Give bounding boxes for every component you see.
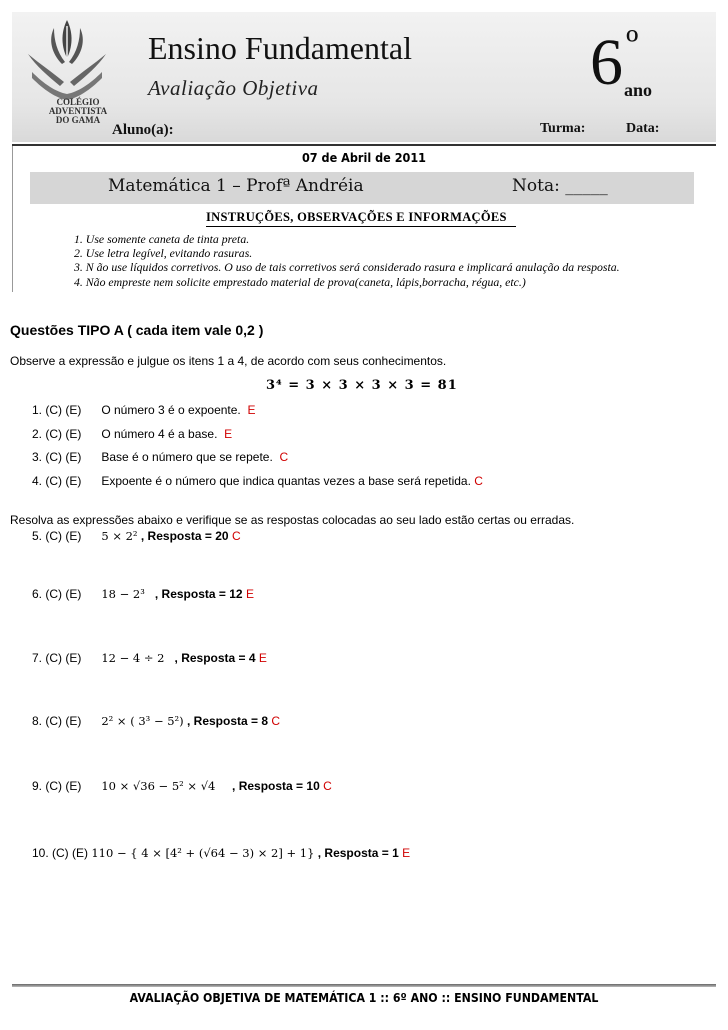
instruction-item: 4. Não empreste nem solicite emprestado material de prova(caneta, lápis,borracha, régua, etc.) [74, 274, 526, 289]
formula: 3⁴ = 3 × 3 × 3 × 3 = 81 [266, 378, 458, 393]
answer-mark: C [231, 529, 241, 543]
class-label: Turma: [540, 121, 586, 136]
header-title: Ensino Fundamental [148, 30, 412, 66]
exam-date: 07 de Abril de 2011 [301, 150, 427, 165]
instructions-list [74, 232, 620, 289]
question-text: O número 4 é a base. [101, 427, 218, 441]
answer-mark: C [271, 714, 281, 728]
question-item [32, 846, 410, 860]
question-item [32, 529, 241, 543]
proposed-answer: , Resposta = 4 [174, 651, 256, 665]
question-number: 1. (C) (E) [32, 403, 82, 417]
instructions-title: INSTRUÇÕES, OBSERVAÇÕES E INFORMAÇÕES [206, 210, 507, 224]
section-a-title: Questões TIPO A ( cada item vale 0,2 ) [10, 322, 264, 338]
footer-divider [12, 984, 716, 987]
instruction-item: 3. N ão use líquidos corretivos. O uso de tais corretivos será considerado rasura e implicará anulação da resposta. [74, 260, 620, 275]
proposed-answer: , Resposta = 10 [232, 779, 320, 793]
instruction-item: 1. Use somente caneta de tinta preta. [74, 232, 250, 246]
question-item [32, 651, 267, 665]
answer-mark: E [224, 427, 233, 441]
question-number: 5. (C) (E) [32, 529, 82, 543]
question-item [32, 474, 483, 488]
question-number: 9. (C) (E) [32, 779, 82, 793]
answer-mark: E [258, 651, 267, 665]
answer-mark: E [247, 403, 256, 417]
grade-unit: ano [624, 80, 653, 100]
expression: 12 − 4 ÷ 2 [101, 651, 165, 665]
subject-title: Matemática 1 – Profª Andréia [108, 176, 364, 196]
answer-mark: E [402, 846, 411, 860]
proposed-answer: , Resposta = 8 [187, 714, 269, 728]
grade-symbol: º [626, 21, 639, 66]
question-item [32, 587, 254, 601]
header-subtitle: Avaliação Objetiva [148, 76, 319, 100]
answer-mark: E [245, 587, 254, 601]
expression: 2² × ( 3³ − 5²) [101, 714, 184, 728]
expression: 18 − 2³ [101, 587, 145, 601]
question-number: 6. (C) (E) [32, 587, 82, 601]
answer-mark: C [323, 779, 332, 793]
question-item [32, 427, 232, 441]
section-b-intro: Resolva as expressões abaixo e verifique se as respostas colocadas ao seu lado estão certas ou erradas. [10, 513, 575, 527]
question-text: Expoente é o número que indica quantas vezes a base será repetida. [101, 474, 471, 488]
question-text: O número 3 é o expoente. [101, 403, 241, 417]
answer-mark: C [279, 450, 289, 464]
grade-field: Nota: _____ [512, 176, 608, 196]
expression: 5 × 2² [101, 529, 138, 543]
header-divider [12, 144, 716, 146]
grade-number: 6 [590, 26, 623, 99]
question-item [32, 714, 280, 728]
expression: 10 × √36 − 5² × √4 [101, 779, 216, 793]
question-text: Base é o número que se repete. [101, 450, 273, 464]
school-name: COLÉGIO ADVENTISTA DO GAMA [48, 97, 108, 125]
section-a-intro: Observe a expressão e julgue os itens 1 a 4, de acordo com seus conhecimentos. [10, 354, 447, 368]
proposed-answer: , Resposta = 12 [154, 587, 243, 601]
question-number: 3. (C) (E) [32, 450, 82, 464]
question-number: 10. (C) (E) [32, 846, 89, 860]
proposed-answer: , Resposta = 1 [317, 846, 399, 860]
question-item [32, 450, 288, 464]
question-number: 7. (C) (E) [32, 651, 82, 665]
instruction-item: 2. Use letra legível, evitando rasuras. [74, 246, 253, 261]
question-item [32, 403, 255, 417]
expression: 110 − { 4 × [4² + (√64 − 3) × 2] + 1} [91, 846, 315, 860]
question-item [32, 779, 332, 793]
instructions-underline [206, 226, 516, 227]
left-border [12, 146, 13, 292]
student-label: Aluno(a): [112, 122, 174, 138]
question-number: 2. (C) (E) [32, 427, 82, 441]
proposed-answer: , Resposta = 20 [140, 529, 229, 543]
date-label: Data: [626, 121, 660, 136]
question-number: 4. (C) (E) [32, 474, 82, 488]
footer-text: AVALIAÇÃO OBJETIVA DE MATEMÁTICA 1 :: 6º ANO :: ENSINO FUNDAMENTAL [129, 990, 599, 1005]
answer-mark: C [474, 474, 483, 488]
question-number: 8. (C) (E) [32, 714, 82, 728]
